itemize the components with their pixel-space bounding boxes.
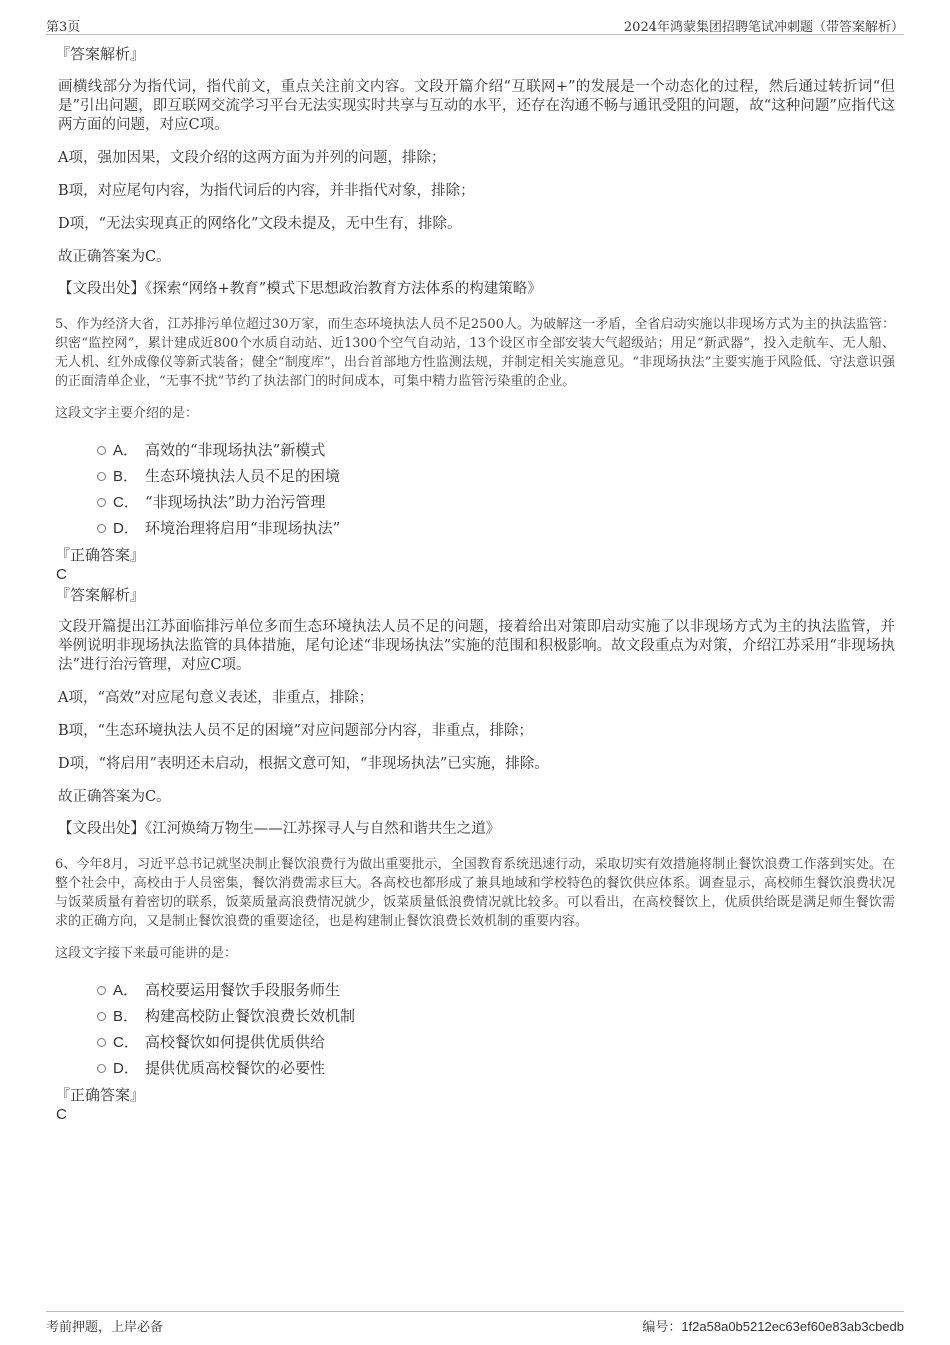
document-id-label: 编号： <box>642 1320 682 1335</box>
option-text: 提供优质高校餐饮的必要性 <box>145 1059 326 1077</box>
q6-prompt: 这段文字接下来最可能讲的是： <box>55 946 238 961</box>
question-5 <box>55 315 895 839</box>
q6-option-b[interactable] <box>55 1003 895 1029</box>
q6-option-c[interactable] <box>55 1029 895 1055</box>
option-letter: C． <box>113 1034 139 1051</box>
option-letter: B． <box>113 468 139 485</box>
q5-option-c[interactable] <box>55 489 895 515</box>
q5-option-d-analysis: D项，“将启用”表明还未启动，根据文意可知，“非现场执法”已实施，排除。 <box>58 756 549 772</box>
radio-button[interactable] <box>97 446 106 455</box>
option-letter: B． <box>113 1008 139 1025</box>
q5-answer: C <box>56 566 67 583</box>
q5-analysis-label: 『答案解析』 <box>55 586 146 604</box>
q4-option-b-analysis: B项，对应尾句内容，为指代词后的内容，并非指代对象，排除； <box>58 183 475 199</box>
q5-answer-label: 『正确答案』 <box>55 546 146 564</box>
q5-conclusion: 故正确答案为C。 <box>58 789 171 805</box>
radio-button[interactable] <box>97 498 106 507</box>
q6-answer: C <box>56 1106 67 1123</box>
radio-button[interactable] <box>97 1038 106 1047</box>
q6-answer-label: 『正确答案』 <box>55 1086 146 1104</box>
radio-button[interactable] <box>97 1064 106 1073</box>
q6-options <box>55 977 895 1081</box>
q5-option-b-analysis: B项，“生态环境执法人员不足的困境”对应问题部分内容，非重点，排除； <box>58 723 533 739</box>
option-letter: A． <box>113 442 139 459</box>
q4-analysis-label: 『答案解析』 <box>55 45 146 63</box>
option-text: 构建高校防止餐饮浪费长效机制 <box>145 1007 356 1025</box>
q5-option-d[interactable] <box>55 515 895 541</box>
option-letter: A． <box>113 982 139 999</box>
q4-option-a-analysis: A项，强加因果，文段介绍的这两方面为并列的问题，排除； <box>58 150 446 166</box>
option-text: 环境治理将启用“非现场执法” <box>145 519 341 537</box>
footer-slogan: 考前押题，上岸必备 <box>46 1320 164 1335</box>
q4-conclusion: 故正确答案为C。 <box>58 249 171 265</box>
q6-option-a[interactable] <box>55 977 895 1003</box>
option-letter: D． <box>113 1060 139 1077</box>
q4-analysis-section <box>55 44 895 299</box>
option-text: 生态环境执法人员不足的困境 <box>145 467 341 485</box>
page-header <box>46 12 904 35</box>
option-text: 高校餐饮如何提供优质供给 <box>145 1033 326 1051</box>
q5-prompt: 这段文字主要介绍的是： <box>55 406 199 421</box>
document-id <box>642 1316 904 1335</box>
document-id-code: 1f2a58a0b5212ec63ef60e83ab3cbedb <box>681 1319 904 1334</box>
option-text: “非现场执法”助力治污管理 <box>145 493 326 511</box>
q5-options <box>55 437 895 541</box>
q5-option-a-analysis: A项，“高效”对应尾句意义表述，非重点，排除； <box>58 690 374 706</box>
option-letter: D． <box>113 520 139 537</box>
page-number: 第3页 <box>46 20 81 35</box>
q5-option-b[interactable] <box>55 463 895 489</box>
option-text: 高校要运用餐饮手段服务师生 <box>145 981 341 999</box>
q6-text: 6、今年8月，习近平总书记就坚决制止餐饮浪费行为做出重要批示，全国教育系统迅速行动，采取切实有效措施将制止餐饮浪费工作落到实处。在整个社会中，高校由于人员密集，餐饮消费需求巨大。各高校也都形成了兼具地域和学校特色的餐饮供应体系。调查显示，高校师生餐饮浪费状况与饭菜质量有着密切的联系，饭菜质量高浪费情况就少，饭菜质量低浪费情况就比较多。可以看出，在高校餐饮上，优质供给既是满足师生餐饮需求的正确方向，又是制止餐饮浪费的重要途径，也是构建制止餐饮浪费长效机制的重要内容。 <box>55 857 895 929</box>
page-content <box>55 44 895 1125</box>
q5-analysis-text: 文段开篇提出江苏面临排污单位多而生态环境执法人员不足的问题，接着给出对策即启动实施了以非现场方式为主的执法监管，并举例说明非现场执法监管的具体措施，尾句论述“非现场执法”实施的范围和积极影响。故文段重点为对策，介绍江苏采用“非现场执法”进行治污管理，对应C项。 <box>58 619 895 673</box>
radio-button[interactable] <box>97 472 106 481</box>
q5-option-a[interactable] <box>55 437 895 463</box>
radio-button[interactable] <box>97 524 106 533</box>
q4-option-d-analysis: D项，“无法实现真正的网络化”文段未提及，无中生有，排除。 <box>58 216 462 232</box>
q5-text: 5、作为经济大省，江苏排污单位超过30万家，而生态环境执法人员不足2500人。为破解这一矛盾，全省启动实施以非现场方式为主的执法监管：织密“监控网”，累计建成近800个水质自动站、近1300个空气自动站，13个设区市全部安装大气超级站；用足“新武器”，投入走航车、无人船、无人机、红外成像仪等新式装备；健全“制度库”，出台首部地方性监测法规，并制定相关实施意见。“非现场执法”主要实施于风险低、守法意识强的正面清单企业，“无事不扰”节约了执法部门的时间成本，可集中精力监管污染重的企业。 <box>55 317 895 389</box>
radio-button[interactable] <box>97 1012 106 1021</box>
option-letter: C． <box>113 494 139 511</box>
document-title: 2024年鸿蒙集团招聘笔试冲刺题（带答案解析） <box>623 20 904 35</box>
q5-source: 【文段出处】《江河焕绮万物生——江苏探寻人与自然和谐共生之道》 <box>58 821 501 837</box>
q4-analysis-text: 画横线部分为指代词，指代前文，重点关注前文内容。文段开篇介绍“互联网+”的发展是一个动态化的过程，然后通过转折词“但是”引出问题，即互联网交流学习平台无法实现实时共享与互动的水平，还存在沟通不畅与通讯受阻的问题，故“这种问题”应指代这两方面的问题，对应C项。 <box>58 79 895 133</box>
page-footer <box>46 1311 904 1336</box>
q6-option-d[interactable] <box>55 1055 895 1081</box>
question-6 <box>55 855 895 1125</box>
q4-source: 【文段出处】《探索“网络+教育”模式下思想政治教育方法体系的构建策略》 <box>58 281 542 297</box>
option-text: 高效的“非现场执法”新模式 <box>145 441 326 459</box>
radio-button[interactable] <box>97 986 106 995</box>
